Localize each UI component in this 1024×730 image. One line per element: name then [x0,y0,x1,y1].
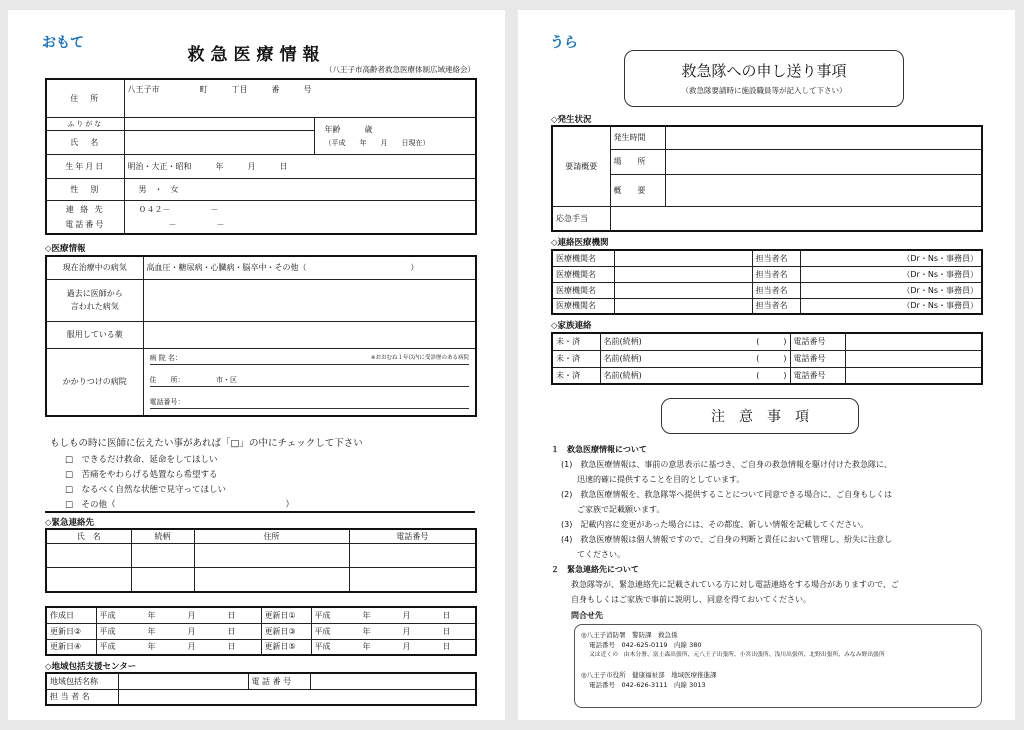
summary-label: 要請概要 [552,126,610,206]
family-name-label: 名前(続柄) [603,337,642,347]
medical-heading: ◇医療情報 [45,244,86,254]
fire-dept-branches: 又は近くの 由木分署、富士森出張所、元八王子出張所、小宮出張所、浅川出張所、北野出張所、みなみ野出張所 [589,652,885,658]
updated-label-1: 更新日① [261,607,311,623]
family-table [551,332,983,385]
name-label: 氏 名 [46,130,124,154]
time-field[interactable] [665,126,982,149]
em-header-address: 住所 [194,529,349,544]
institutions-heading: ◇連絡医療機関 [551,238,609,248]
inst-staff-label: 担当者名 [752,250,800,266]
past-illness-label-2: 言われた病気 [70,302,119,311]
family-phone-field[interactable] [845,350,982,367]
updated-date-2[interactable]: 平成 年 月 日 [96,623,261,639]
center-phone-field[interactable] [310,673,476,689]
updated-label-3: 更新日③ [261,623,311,639]
inst-staff-label: 担当者名 [752,298,800,314]
inquiry-box [574,624,982,708]
created-date[interactable]: 平成 年 月 日 [96,607,261,623]
basic-info-table [45,78,477,235]
em-cell[interactable] [349,568,476,592]
medication-label: 服用している薬 [46,321,143,348]
caution-s1-line-5: (3) 記載内容に変更があった場合には、その都度、新しい情報を記載してください。 [561,520,869,529]
updated-date-5[interactable]: 平成 年 月 日 [311,639,476,655]
family-hospital-field[interactable] [143,348,476,416]
birth-field[interactable]: 明治・大正・昭和 年 月 日 [124,154,476,178]
center-name-field[interactable] [118,673,248,689]
family-hospital-label: かかりつけの病院 [46,348,143,416]
inst-field[interactable] [614,282,752,298]
inst-staff-label: 担当者名 [752,266,800,282]
back-page [518,10,1015,720]
gender-field[interactable]: 男 ・ 女 [124,178,476,200]
family-name-label: 名前(続柄) [603,370,642,380]
family-status[interactable]: 未・済 [552,333,600,350]
contact-value: ０４２－ － [138,204,219,214]
furigana-label: ふりがな [46,117,124,130]
caution-s1-line-1: (1) 救急医療情報は、事前の意思表示に基づき、ご自身の救急情報を駆け付けた救急隊に、 [561,460,893,469]
wishes-list [65,453,294,513]
medication-field[interactable] [143,321,476,348]
inst-role-options[interactable]: （Dr・Ns・事務員） [800,282,982,298]
inst-role-options[interactable]: （Dr・Ns・事務員） [800,298,982,314]
birth-label: 生年月日 [46,154,124,178]
time-label: 発生時間 [610,126,665,149]
front-side-label: おもて [42,35,84,51]
front-page [8,10,505,720]
overview-field[interactable] [665,174,982,206]
wish-item-2[interactable]: □ 苦痛をやわらげる処置なら希望する [65,470,218,480]
em-cell[interactable] [194,568,349,592]
family-name-label: 名前(続柄) [603,354,642,363]
em-cell[interactable] [46,544,131,568]
hospital-phone-label: 電話番号： [150,397,470,409]
center-heading: ◇地域包括支援センター [45,662,137,672]
inst-field[interactable] [614,250,752,266]
inst-staff-label: 担当者名 [752,282,800,298]
em-cell[interactable] [46,568,131,592]
wish-item-4[interactable]: □ その他（ ） [65,500,295,510]
caution-s2-line-1: 救急隊等が、緊急連絡先に記載されている方に対し電話連絡をする場合がありますので、ご [571,580,899,589]
center-phone-label: 電 話 番 号 [248,673,310,689]
contact-label: 連 絡 先 [65,204,105,214]
family-phone-field[interactable] [845,367,982,384]
caution-s1-line-6: (4) 救急医療情報は個人情報ですので、ご自身の判断と責任において管理し、紛失に注意し [561,535,893,544]
table-row [552,367,982,384]
family-status[interactable]: 未・済 [552,350,600,367]
front-subtitle: （八王子市高齢者救急医療体制広域連絡会） [325,65,475,74]
updated-label-2: 更新日② [46,623,96,639]
address-field[interactable]: 八王子市 町 丁目 番 号 [124,79,476,117]
inst-field[interactable] [614,298,752,314]
family-phone-field[interactable] [845,333,982,350]
updated-date-3[interactable]: 平成 年 月 日 [311,623,476,639]
back-side-label: うら [550,35,578,51]
place-field[interactable] [665,149,982,174]
em-cell[interactable] [131,568,194,592]
updated-date-1[interactable]: 平成 年 月 日 [311,607,476,623]
center-staff-field[interactable] [118,689,476,705]
medical-table [45,255,477,417]
hospital-address-label: 住 所： 市・区 [150,375,470,387]
fire-dept-phone: 電話番号 042-625-0119 内線 380 [589,641,702,649]
first-aid-field[interactable] [610,206,982,231]
gender-label: 性 別 [46,178,124,200]
family-phone-label: 電話番号 [790,333,845,350]
city-office-phone: 電話番号 042-626-3111 内線 3013 [589,681,706,689]
updated-label-5: 更新日⑤ [261,639,311,655]
inst-field[interactable] [614,266,752,282]
inst-role-options[interactable]: （Dr・Ns・事務員） [800,266,982,282]
overview-label: 概 要 [610,174,665,206]
table-row [46,544,476,568]
family-phone-label: 電話番号 [790,350,845,367]
caution-s1-line-3: (2) 救急医療情報を、救急隊等へ提供することについて同意できる場合に、ご自身もしくは [561,490,893,499]
contact-label-cell [46,200,124,234]
family-name-cell[interactable] [600,333,790,350]
inst-label: 医療機関名 [552,250,614,266]
em-cell[interactable] [194,544,349,568]
past-illness-label-cell [46,279,143,321]
wish-item-3[interactable]: □ なるべく自然な状態で見守ってほしい [65,485,227,495]
inst-role-options[interactable]: （Dr・Ns・事務員） [800,250,982,266]
caution-s1-line-4: ご家族で記載願います。 [561,505,665,514]
place-label: 場 所 [610,149,665,174]
fire-dept-name: ◎八王子消防署 警防課 救急係 [581,631,678,639]
past-illness-field[interactable] [143,279,476,321]
table-row [552,282,982,298]
em-cell[interactable] [349,544,476,568]
em-header-relation: 続柄 [131,529,194,544]
em-header-phone: 電話番号 [349,529,476,544]
wish-item-1[interactable]: □ できるだけ救命、延命をしてほしい [65,455,218,465]
address-label: 住 所 [46,79,124,117]
updated-label-4: 更新日④ [46,639,96,655]
back-title: 救急隊への申し送り事項 [681,62,847,80]
family-phone-label: 電話番号 [790,367,845,384]
back-title-box [624,50,904,107]
caution-s1-line-7: てください。 [561,550,625,559]
inst-label: 医療機関名 [552,298,614,314]
table-row [552,266,982,282]
center-name-label: 地域包括名称 [46,673,118,689]
caution-section-1 [551,442,991,607]
wishes-bottom-rule [45,511,475,513]
caution-s2-title: ２ 緊急連絡先について [551,565,639,574]
emergency-heading: ◇緊急連絡先 [45,518,95,528]
back-subtitle: （救急隊要請時に施設職員等が記入して下さい） [681,86,847,95]
age-cell[interactable] [314,117,476,154]
inst-label: 医療機関名 [552,266,614,282]
phone-value: － － [168,219,225,229]
caution-s1-line-2: 迅速的確に提供することを目的としています。 [561,475,745,484]
family-name-cell[interactable] [600,367,790,384]
table-row [552,250,982,266]
updated-date-4[interactable]: 平成 年 月 日 [96,639,261,655]
table-row [552,298,982,314]
age-label: 年齢 歳 [324,124,373,134]
family-paren: ( ) [756,370,787,380]
table-row [46,568,476,592]
institutions-table [551,249,983,315]
table-row [552,333,982,350]
current-illness-label: 現在治療中の病気 [46,256,143,279]
front-title: 救急医療情報 [187,45,326,65]
phone-label: 電話番号 [65,219,106,229]
family-paren: ( ) [756,354,787,363]
family-heading: ◇家族連絡 [551,321,592,331]
hospital-note: ※おおむね１年以内に受診歴のある病院 [370,354,469,361]
center-table [45,672,477,706]
occurrence-table [551,125,983,232]
family-paren: ( ) [756,337,787,347]
furigana-field[interactable] [124,117,314,130]
current-illness-field[interactable]: 高血圧・糖尿病・心臓病・脳卒中・その他（ ） [143,256,476,279]
first-aid-label: 応急手当 [552,206,610,231]
emergency-table [45,528,477,593]
caution-s2-line-2: 自身もしくはご家族で事前に説明し、同意を得ておいてください。 [571,595,811,604]
occurrence-heading: ◇発生状況 [551,115,592,125]
created-label: 作成日 [46,607,96,623]
name-field[interactable] [124,130,314,154]
wishes-heading: もしもの時に医師に伝えたい事があれば「□」の中にチェックして下さい [50,438,363,449]
caution-s1-title: １ 救急医療情報について [551,445,647,454]
past-illness-label-1: 過去に医師から [66,289,123,298]
family-name-cell[interactable] [600,350,790,367]
dates-table [45,606,477,656]
table-row [552,350,982,367]
inst-label: 医療機関名 [552,282,614,298]
hospital-name-label: 病 院 名： [149,353,182,362]
caution-title: 注 意 事 項 [711,409,809,425]
contact-field[interactable] [124,200,476,234]
family-status[interactable]: 未・済 [552,367,600,384]
inquiry-title: 問合せ先 [571,611,603,620]
caution-title-box [661,398,859,434]
age-note: （平成 年 月 日現在） [324,138,430,147]
em-header-name: 氏 名 [46,529,131,544]
center-staff-label: 担 当 者 名 [46,689,118,705]
em-cell[interactable] [131,544,194,568]
city-office-name: ◎八王子市役所 健康福祉部 地域医療推進課 [581,671,717,679]
